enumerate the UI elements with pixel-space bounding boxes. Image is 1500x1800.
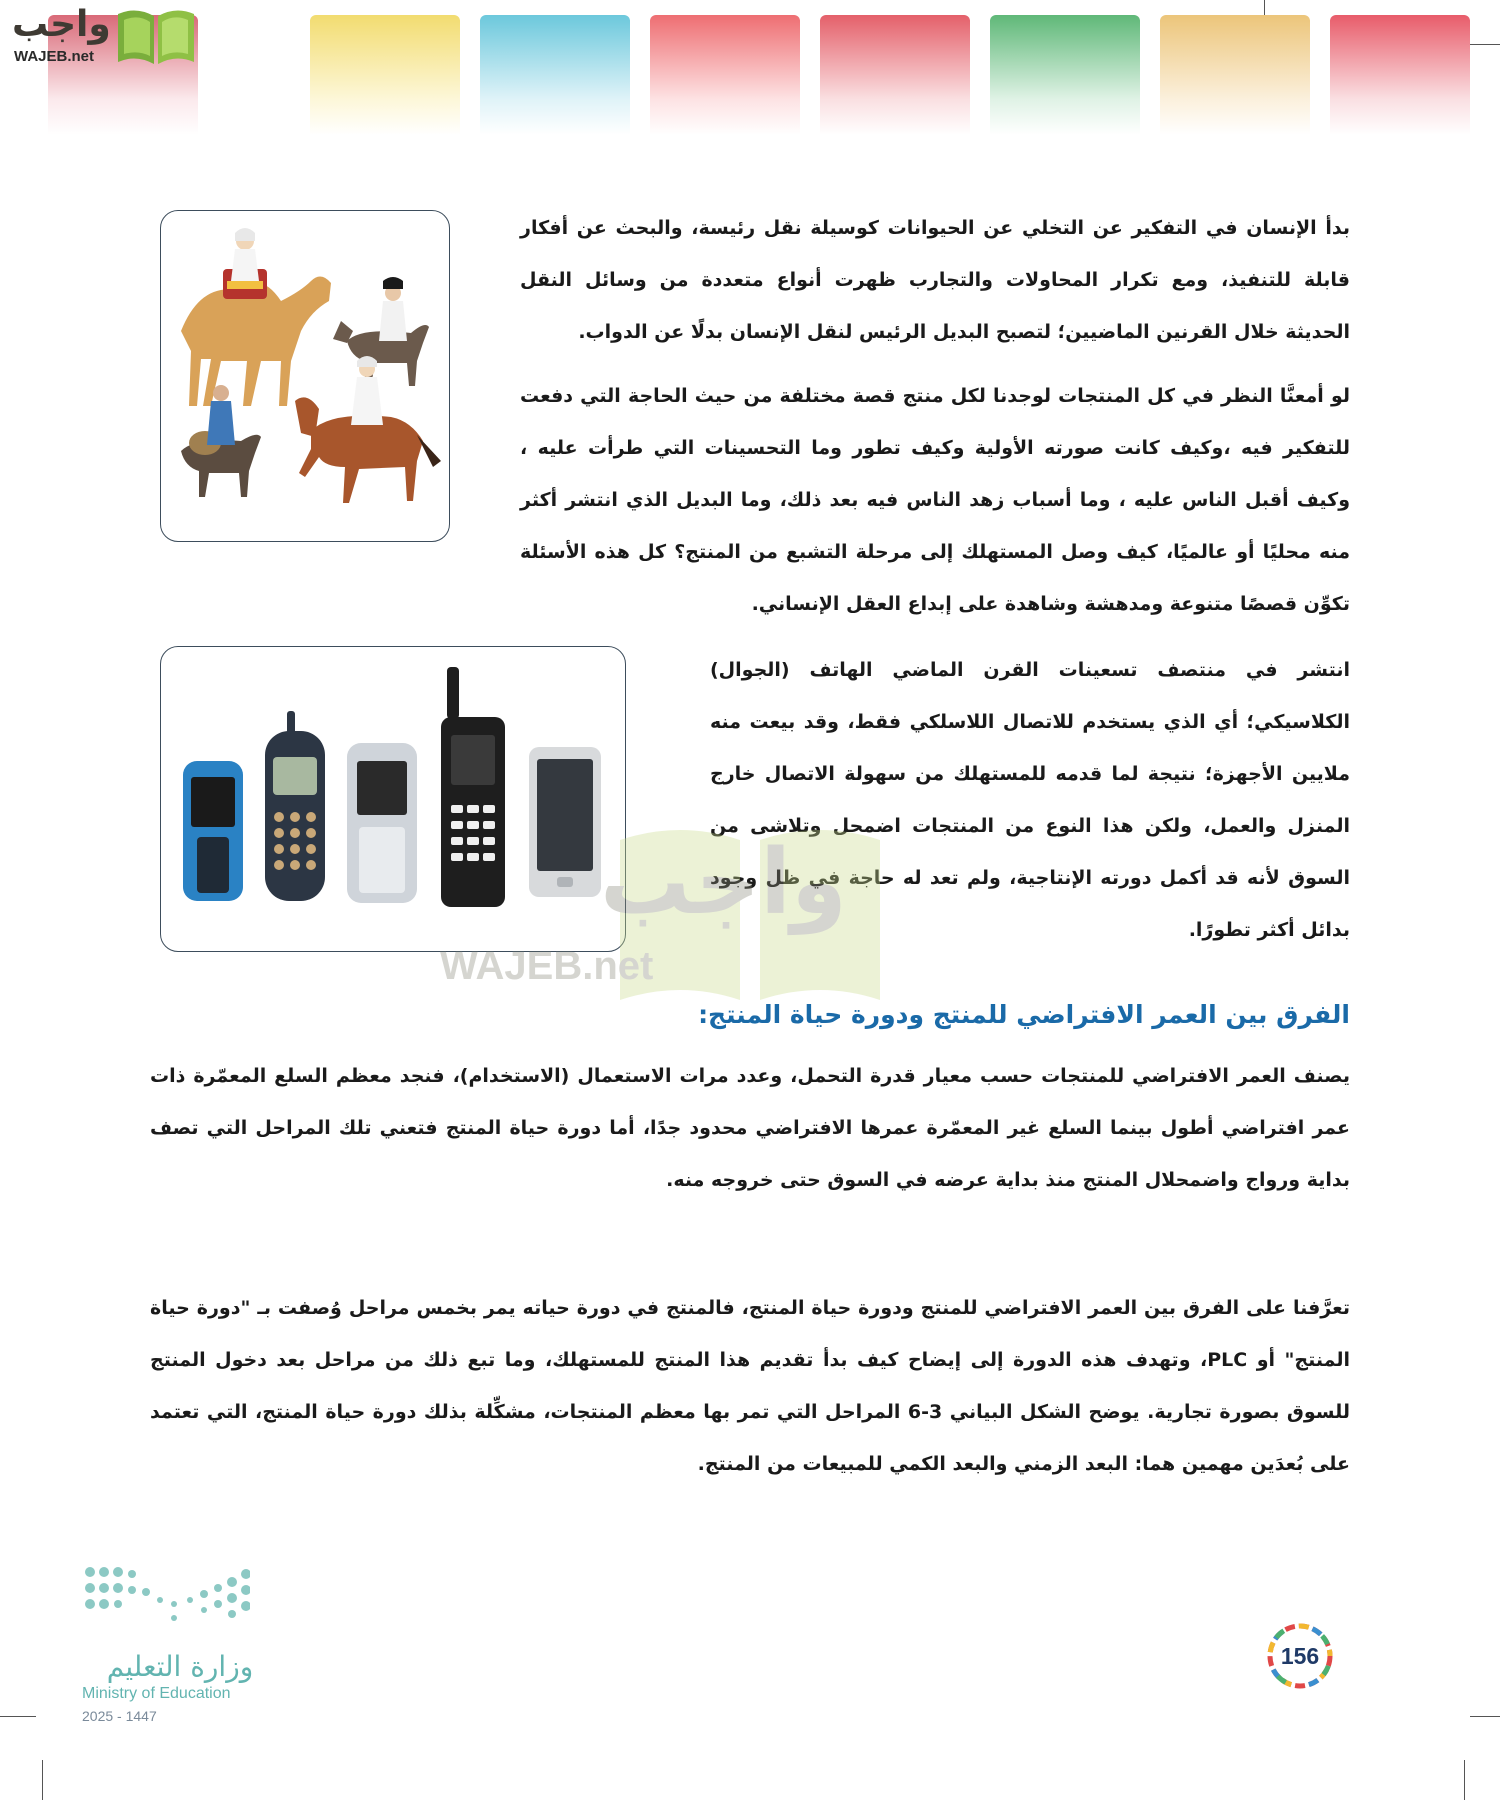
crop-mark (42, 1760, 43, 1800)
edition-year: 2025 - 1447 (82, 1708, 157, 1724)
animals-image (160, 210, 450, 542)
book-icon (114, 6, 198, 66)
camel-donkey-horse-illustration (161, 211, 449, 541)
watermark-text-en: WAJEB.net (440, 944, 654, 988)
header-color-strips (48, 15, 1488, 135)
color-strip (650, 15, 800, 135)
ministry-dots-icon (80, 1560, 250, 1630)
wajeb-logo[interactable] (8, 4, 188, 70)
ministry-name-en: Ministry of Education (82, 1685, 231, 1702)
crop-mark (0, 1716, 36, 1717)
color-strip (310, 15, 460, 135)
donkey-icon (333, 277, 429, 386)
camel-icon (181, 228, 331, 406)
phone-icon (183, 761, 243, 901)
color-strip (1330, 15, 1470, 135)
color-strip (820, 15, 970, 135)
color-strip (480, 15, 630, 135)
page-number: 156 (1280, 1643, 1320, 1669)
watermark-text-ar: واجب (600, 830, 847, 935)
horse-icon (295, 356, 441, 503)
page-number-badge (1264, 1620, 1336, 1692)
crop-mark (1470, 1716, 1500, 1717)
intro-paragraph-2: لو أمعنَّا النظر في كل المنتجات لوجدنا لكل منتج قصة مختلفة من حيث الحاجة التي دفعت للتفكير فيه ،وكيف كانت صورته الأولية وكيف تطور وما التحسينات التي طرأت عليه ، وكيف أقبل الناس عليه ، وما أسباب زهد الناس فيه بعد ذلك، وما البديل الذي انتشر أكثر منه محليًا أو عالميًا، كيف وصل المستهلك إلى مرحلة التشبع من المنتج؟ كل هذه الأسئلة تكوِّن قصصًا متنوعة ومدهشة وشاهدة على إبداع العقل الإنساني. (520, 385, 1350, 615)
logo-text-en: WAJEB.net (14, 48, 95, 65)
ministry-name-ar: وزارة التعليم (106, 1650, 254, 1683)
phone-paragraph: انتشر في منتصف تسعينات القرن الماضي الهاتف (الجوال) الكلاسيكي؛ أي الذي يستخدم للاتصال اللاسلكي فقط، وقد بيعت منه ملايين الأجهزة؛ نتيجة لما قدمه للمستهلك من سهولة الاتصال خارج المنزل والعمل، ولكن هذا النوع من المنتجات اضمحل وتلاشى من السوق لأنه قد أكمل دورته الإنتاجية، ولم تعد له حاجة في ظل وجود بدائل أكثر تطورًا. (710, 659, 1350, 941)
intro-paragraph-1: بدأ الإنسان في التفكير عن التخلي عن الحيوانات كوسيلة نقل رئيسة، والبحث عن أفكار قابلة للتنفيذ، ومع تكرار المحاولات والتجارب ظهرت أنواع متعددة من وسائل النقل الحديثة خلال القرنين الماضيين؛ لتصبح البديل الرئيس لنقل الإنسان بدلًا عن الدواب. (520, 217, 1350, 343)
ministry-logo (80, 1560, 280, 1730)
plc-paragraph: تعرَّفنا على الفرق بين العمر الافتراضي للمنتج ودورة حياة المنتج، فالمنتج في دورة حياته يمر بخمس مراحل وُصفت بـ "دورة حياة المنتج" أو PLC، وتهدف هذه الدورة إلى إيضاح كيف بدأ تقديم هذا المنتج للمستهلك، وما تبع ذلك من مراحل بعد دخول المنتج للسوق بصورة تجارية. يوضح الشكل البياني 3-6 المراحل التي تمر بها معظم المنتجات، مشكِّلة بذلك دورة حياة المنتج، التي تعتمد على بُعدَين مهمين هما: البعد الزمني والبعد الكمي للمبيعات من المنتج. (150, 1297, 1351, 1475)
color-strip (1160, 15, 1310, 135)
phone-icon (347, 743, 417, 903)
logo-text-ar: واجب (12, 4, 111, 45)
wajeb-watermark (440, 810, 1020, 1010)
section-heading: الفرق بين العمر الافتراضي للمنتج ودورة حياة المنتج: (698, 1000, 1350, 1029)
phone-icon (441, 667, 505, 907)
phone-icon (265, 711, 325, 901)
crop-mark (1464, 1760, 1465, 1800)
lifespan-paragraph: يصنف العمر الافتراضي للمنتجات حسب معيار قدرة التحمل، وعدد مرات الاستعمال (الاستخدام)، فنجد معظم السلع المعمّرة ذات عمر افتراضي أطول بينما السلع غير المعمّرة عمرها الافتراضي محدود جدًا، أما دورة حياة المنتج فتعني تلك المراحل التي تصف بداية ورواج واضمحلال المنتج منذ بداية عرضه في السوق حتى خروجه منه. (150, 1065, 1350, 1191)
color-strip (990, 15, 1140, 135)
